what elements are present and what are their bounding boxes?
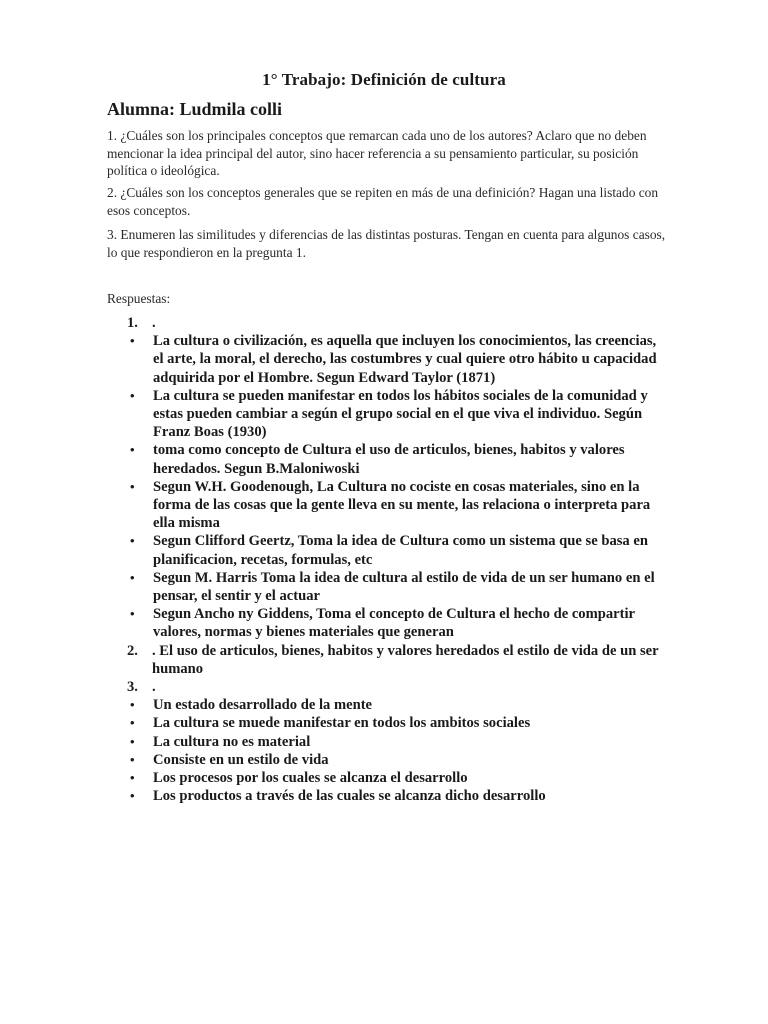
bullet-icon: •	[130, 788, 135, 804]
question-3: 3. Enumeren las similitudes y diferencias de las distintas posturas. Tengan en cuenta para algunos casos, lo que respondieron en la pregunta 1.	[107, 227, 666, 260]
bullet-icon: •	[130, 333, 135, 349]
list-item: • Segun Ancho ny Giddens, Toma el concepto de Cultura el hecho de compartir valores, normas y bienes materiales que generan	[130, 606, 635, 641]
list-item: • Segun M. Harris Toma la idea de cultura al estilo de vida de un ser humano en el pensar, el sentir y el actuar	[130, 569, 655, 605]
bullet-icon: •	[130, 715, 135, 731]
bullet-icon: •	[130, 569, 135, 585]
list-item: • La cultura se pueden manifestar en todos los hábitos sociales de la comunidad y estas pueden cambiar a según el grupo social en el que viva el individuo. Según Franz Boas (1930)	[130, 387, 648, 441]
list-item: • Un estado desarrollado de la mente	[130, 697, 373, 714]
answer-1-bullets	[107, 332, 667, 641]
question-2: 2. ¿Cuáles son los conceptos generales que se repiten en más de una definición? Hagan una listado con esos conceptos.	[107, 185, 659, 218]
answers-heading: Respuestas:	[107, 291, 171, 306]
list-item: • La cultura se muede manifestar en todos los ambitos sociales	[130, 715, 531, 732]
list-item: • La cultura o civilización, es aquella que incluyen los conocimientos, las creencias, el arte, la moral, el derecho, las costumbres y cual quiere otro hábito u capacidad adquirida por el Hombre. Segun Edward Taylor (1871)	[130, 333, 657, 386]
list-item: • Los procesos por los cuales se alcanza el desarrollo	[130, 770, 468, 787]
list-item: • Segun Clifford Geertz, Toma la idea de Cultura como un sistema que se basa en planificacion, recetas, formulas, etc	[130, 533, 648, 568]
answers-list	[107, 314, 667, 805]
answer-number: 1.	[127, 315, 138, 331]
bullet-icon: •	[130, 478, 135, 494]
bullet-icon: •	[130, 733, 135, 749]
bullet-icon: •	[130, 442, 135, 458]
list-item: • La cultura no es material	[130, 733, 311, 750]
answer-2	[107, 642, 667, 678]
answer-3-bullets	[107, 696, 667, 805]
list-item: • Consiste en un estilo de vida	[130, 751, 329, 768]
list-item: • Los productos a través de las cuales se alcanza dicho desarrollo	[130, 788, 546, 805]
bullet-icon: •	[130, 697, 135, 713]
list-item: • toma como concepto de Cultura el uso de articulos, bienes, habitos y valores heredados. Segun B.Maloniwoski	[130, 442, 625, 477]
answer-1	[107, 314, 667, 332]
bullet-icon: •	[130, 770, 135, 786]
bullet-icon: •	[130, 387, 135, 403]
answer-3	[107, 678, 667, 696]
answer-number: 3.	[127, 679, 138, 696]
answer-text: .	[152, 315, 156, 331]
document-title: 1° Trabajo: Definición de cultura	[262, 70, 506, 89]
bullet-icon: •	[130, 751, 135, 767]
answer-text: . El uso de articulos, bienes, habitos y valores heredados el estilo de vida de un ser humano	[152, 642, 659, 677]
answer-text: .	[152, 679, 156, 696]
bullet-icon: •	[130, 533, 135, 549]
student-name: Alumna: Ludmila colli	[107, 99, 283, 119]
bullet-icon: •	[130, 606, 135, 622]
answer-number: 2.	[127, 642, 138, 659]
list-item: • Segun W.H. Goodenough, La Cultura no cociste en cosas materiales, sino en la forma de las cosas que la gente lleva en su mente, las relaciona o interpreta para ella misma	[130, 478, 651, 532]
question-1: 1. ¿Cuáles son los principales conceptos que remarcan cada uno de los autores? Aclaro que no deben mencionar la idea principal del autor, sino hacer referencia a su pensamiento particular, su posición política o ideológica.	[107, 128, 647, 178]
